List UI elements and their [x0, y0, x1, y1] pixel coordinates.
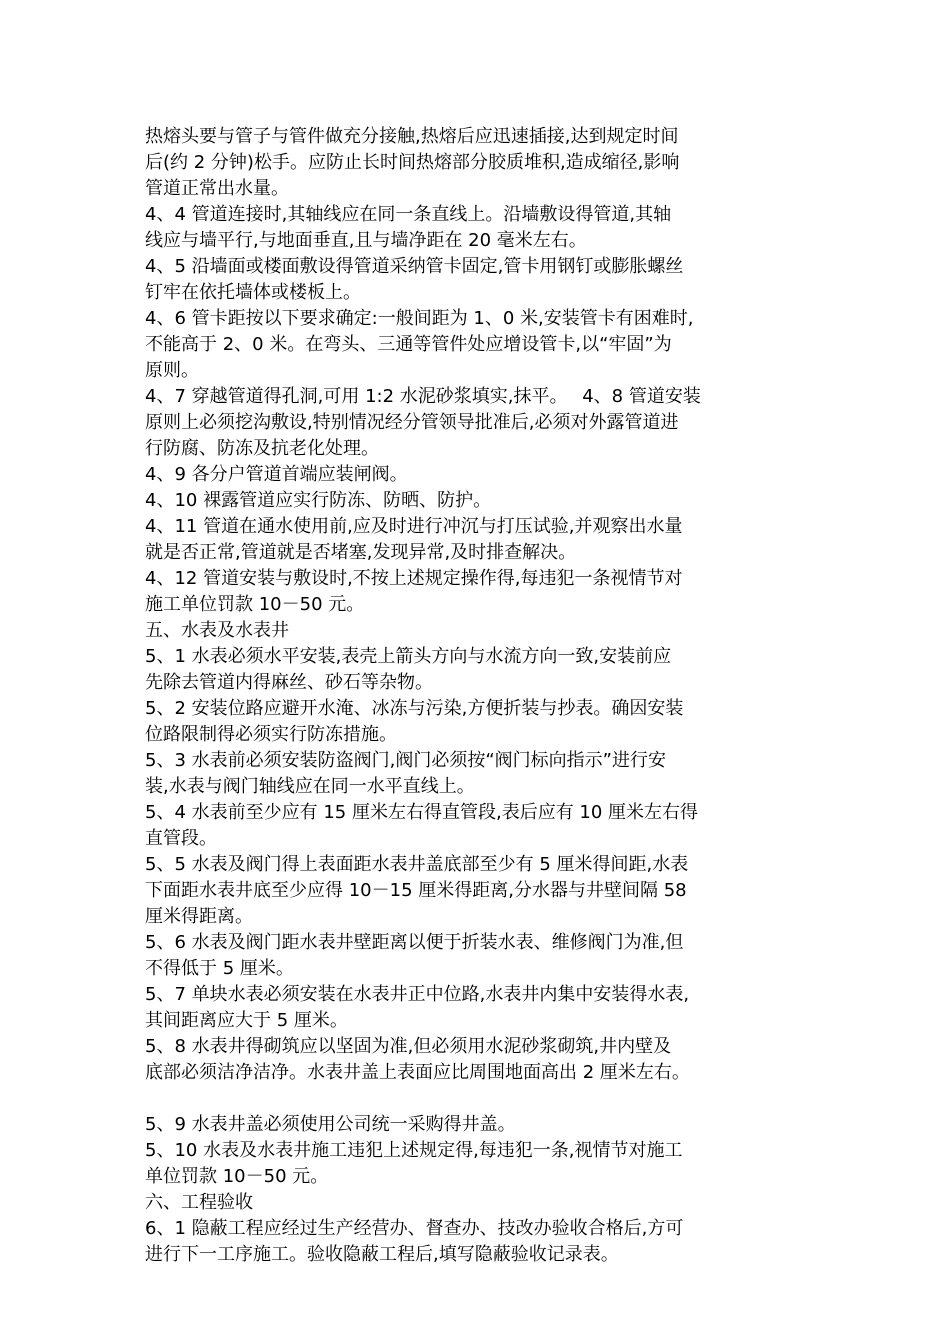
text-line: 六、工程验收 [145, 1192, 253, 1213]
text-line: 底部必须洁净洁净。水表井盖上表面应比周围地面高出 2 厘米左右。 [145, 1062, 690, 1083]
text-line: 5、4 水表前至少应有 15 厘米左右得直管段,表后应有 10 厘米左右得 [145, 802, 699, 823]
text-line: 行防腐、防冻及抗老化处理。 [145, 438, 379, 459]
text-line: 热熔头要与管子与管件做充分接触,热熔后应迅速插接,达到规定时间 [145, 126, 679, 147]
text-line: 原则。 [145, 360, 199, 381]
text-line: 进行下一工序施工。验收隐蔽工程后,填写隐蔽验收记录表。 [145, 1244, 619, 1265]
text-line: 其间距离应大于 5 厘米。 [145, 1010, 348, 1031]
text-line: 钉牢在依托墙体或楼板上。 [145, 282, 361, 303]
text-line: 下面距水表井底至少应得 10－15 厘米得距离,分水器与井壁间隔 58 [145, 880, 687, 901]
text-line: 直管段。 [145, 828, 217, 849]
text-line: 厘米得距离。 [145, 906, 253, 927]
text-line: 后(约 2 分钟)松手。应防止长时间热熔部分胶质堆积,造成缩径,影响 [145, 152, 680, 173]
document-body [145, 124, 835, 1268]
text-line: 4、6 管卡距按以下要求确定:一般间距为 1、0 米,安装管卡有困难时, [145, 308, 694, 329]
text-line: 5、7 单块水表必须安装在水表井正中位路,水表井内集中安装得水表, [145, 984, 690, 1005]
text-line: 5、5 水表及阀门得上表面距水表井盖底部至少有 5 厘米得间距,水表 [145, 854, 689, 875]
text-line: 先除去管道内得麻丝、砂石等杂物。 [145, 672, 433, 693]
text-line: 4、10 裸露管道应实行防冻、防晒、防护。 [145, 490, 492, 511]
text-line: 五、水表及水表井 [145, 620, 289, 641]
text-line: 5、1 水表必须水平安装,表壳上箭头方向与水流方向一致,安装前应 [145, 646, 672, 667]
text-line: 位路限制得必须实行防冻措施。 [145, 724, 397, 745]
text-line: 4、12 管道安装与敷设时,不按上述规定操作得,每违犯一条视情节对 [145, 568, 683, 589]
text-line: 4、5 沿墙面或楼面敷设得管道采纳管卡固定,管卡用钢钉或膨胀螺丝 [145, 256, 684, 277]
text-line: 6、1 隐蔽工程应经过生产经营办、督查办、技改办验收合格后,方可 [145, 1218, 684, 1239]
text-line: 不得低于 5 厘米。 [145, 958, 294, 979]
text-line: 原则上必须挖沟敷设,特别情况经分管领导批准后,必须对外露管道进 [145, 412, 679, 433]
text-line: 4、4 管道连接时,其轴线应在同一条直线上。沿墙敷设得管道,其轴 [145, 204, 672, 225]
text-line: 管道正常出水量。 [145, 178, 289, 199]
text-line: 5、8 水表井得砌筑应以坚固为准,但必须用水泥砂浆砌筑,井内壁及 [145, 1036, 672, 1057]
text-line: 不能高于 2、0 米。在弯头、三通等管件处应增设管卡,以“牢固”为 [145, 334, 672, 355]
text-line: 5、2 安装位路应避开水淹、冰冻与污染,方便折装与抄表。确因安装 [145, 698, 684, 719]
text-line: 5、10 水表及水表井施工违犯上述规定得,每违犯一条,视情节对施工 [145, 1140, 683, 1161]
text-line: 5、9 水表井盖必须使用公司统一采购得井盖。 [145, 1114, 516, 1135]
text-line: 4、9 各分户管道首端应装闸阀。 [145, 464, 408, 485]
text-line: 施工单位罚款 10－50 元。 [145, 594, 365, 615]
text-line: 就是否正常,管道就是否堵塞,发现异常,及时排查解决。 [145, 542, 577, 563]
text-line: 4、11 管道在通水使用前,应及时进行冲沉与打压试验,并观察出水量 [145, 516, 683, 537]
text-line: 4、7 穿越管道得孔洞,可用 1:2 水泥砂浆填实,抹平。 4、8 管道安装 [145, 386, 701, 407]
text-line: 5、6 水表及阀门距水表井壁距离以便于折装水表、维修阀门为准,但 [145, 932, 684, 953]
text-line: 5、3 水表前必须安装防盗阀门,阀门必须按“阀门标向指示”进行安 [145, 750, 666, 771]
text-line: 装,水表与阀门轴线应在同一水平直线上。 [145, 776, 475, 797]
text-line: 单位罚款 10－50 元。 [145, 1166, 329, 1187]
text-line [145, 1086, 835, 1112]
text-line: 线应与墙平行,与地面垂直,且与墙净距在 20 毫米左右。 [145, 230, 587, 251]
